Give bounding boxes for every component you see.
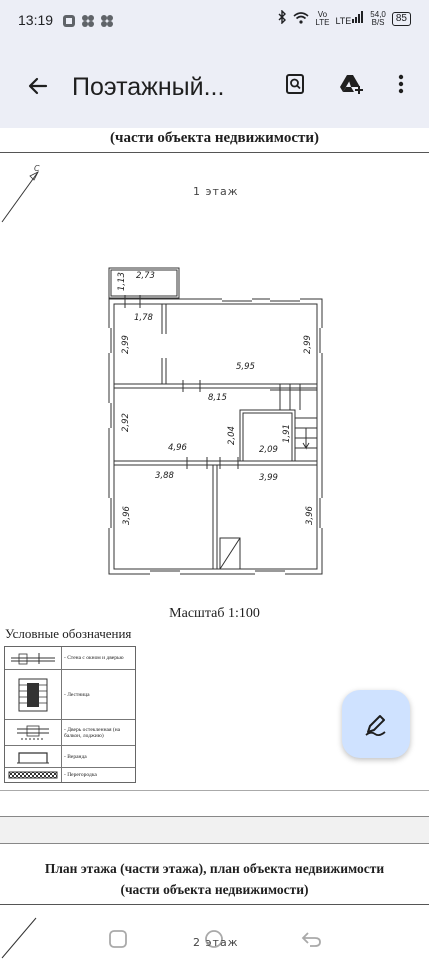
- notification-icons: [62, 13, 114, 27]
- dim-1-78: 1,78: [134, 313, 153, 323]
- north-label: С: [34, 164, 41, 173]
- legend-text: - Стена с окном и дверью: [64, 655, 124, 661]
- back-nav-icon[interactable]: [300, 930, 322, 948]
- app-notification-icon: [62, 13, 76, 27]
- dim-2-99-right: 2,99: [303, 335, 313, 354]
- dim-5-95: 5,95: [236, 362, 255, 372]
- legend-row: [5, 768, 135, 782]
- dim-8-15: 8,15: [208, 393, 227, 403]
- floor2-label: 2 этаж: [193, 936, 239, 949]
- dim-2-99-left: 2,99: [121, 335, 131, 354]
- dim-2-92: 2,92: [121, 413, 131, 432]
- lte-label: LTE: [335, 16, 352, 26]
- edit-pen-icon: [363, 711, 389, 737]
- more-options-button[interactable]: [381, 64, 421, 104]
- page1-bottom-rule: [0, 790, 429, 791]
- system-nav-bar: [0, 918, 429, 960]
- status-time: 13:19: [18, 12, 54, 28]
- floor-plan-drawing: [0, 158, 429, 608]
- page1-header-rule: [0, 152, 429, 153]
- legend-text: - Дверь остекленная (на балкон, лоджию): [64, 726, 121, 739]
- bluetooth-icon: [277, 10, 287, 27]
- legend-row: [5, 720, 135, 746]
- document-title: Поэтажный...: [72, 73, 225, 101]
- page-separator: [0, 816, 429, 844]
- status-right: [277, 10, 411, 27]
- status-bar: [0, 0, 429, 44]
- dim-4-96: 4,96: [168, 443, 187, 453]
- app-bar: [0, 44, 429, 128]
- search-in-document-button[interactable]: [275, 64, 315, 104]
- legend-title: Условные обозначения: [5, 626, 132, 641]
- dim-3-96-left: 3,96: [122, 506, 132, 525]
- volte-indicator: Vo LTE: [315, 9, 330, 27]
- legend-row: [5, 746, 135, 768]
- add-to-drive-button[interactable]: [332, 64, 372, 104]
- legend-text: - Веранда: [64, 753, 87, 760]
- recents-icon[interactable]: [108, 929, 128, 949]
- dim-2-09: 2,09: [259, 445, 278, 455]
- cluster-notification-icon-2: [100, 13, 114, 27]
- dim-3-88: 3,88: [155, 471, 174, 481]
- home-icon[interactable]: [203, 928, 225, 950]
- legend-row: [5, 670, 135, 720]
- dim-2-73: 2,73: [136, 271, 155, 281]
- dim-1-13: 1,13: [117, 272, 127, 291]
- glazed-door-icon: [5, 720, 62, 745]
- legend-row: [5, 647, 135, 670]
- page2-header-line2: (части объекта недвижимости): [120, 882, 309, 897]
- floor1-label: 1 этаж: [193, 185, 239, 198]
- cluster-notification-icon: [81, 13, 95, 27]
- battery-indicator: 85: [392, 12, 411, 26]
- signal-group: [335, 11, 364, 26]
- veranda-icon: [5, 746, 62, 767]
- document-viewer[interactable]: [0, 128, 429, 960]
- page2-header-rule: [0, 904, 429, 905]
- dim-3-96-right: 3,96: [305, 506, 315, 525]
- signal-icon: [352, 11, 364, 26]
- legend-text: - Лестница: [64, 691, 90, 698]
- network-speed: 54,0 B/S: [370, 9, 386, 27]
- page1-header: (части объекта недвижимости): [110, 130, 319, 146]
- dim-2-04: 2,04: [227, 426, 237, 445]
- back-arrow-icon: [26, 74, 50, 98]
- document-search-icon: [284, 73, 306, 95]
- partition-icon: [5, 768, 62, 782]
- dim-1-91: 1,91: [282, 424, 292, 443]
- back-button[interactable]: [18, 66, 58, 106]
- drive-add-icon: [339, 73, 365, 95]
- legend-text: - Перегородка: [64, 772, 97, 778]
- staircase-icon: [5, 670, 62, 719]
- wifi-icon: [293, 11, 309, 27]
- more-vert-icon: [398, 73, 404, 95]
- dim-3-99: 3,99: [259, 473, 278, 483]
- page2-header-line1: План этажа (части этажа), план объекта недвижимости: [44, 861, 385, 876]
- legend-table: [4, 646, 136, 783]
- edit-fab-button[interactable]: [342, 690, 410, 758]
- wall-window-door-icon: [5, 647, 62, 669]
- scale-label: Масштаб 1:100: [169, 606, 260, 621]
